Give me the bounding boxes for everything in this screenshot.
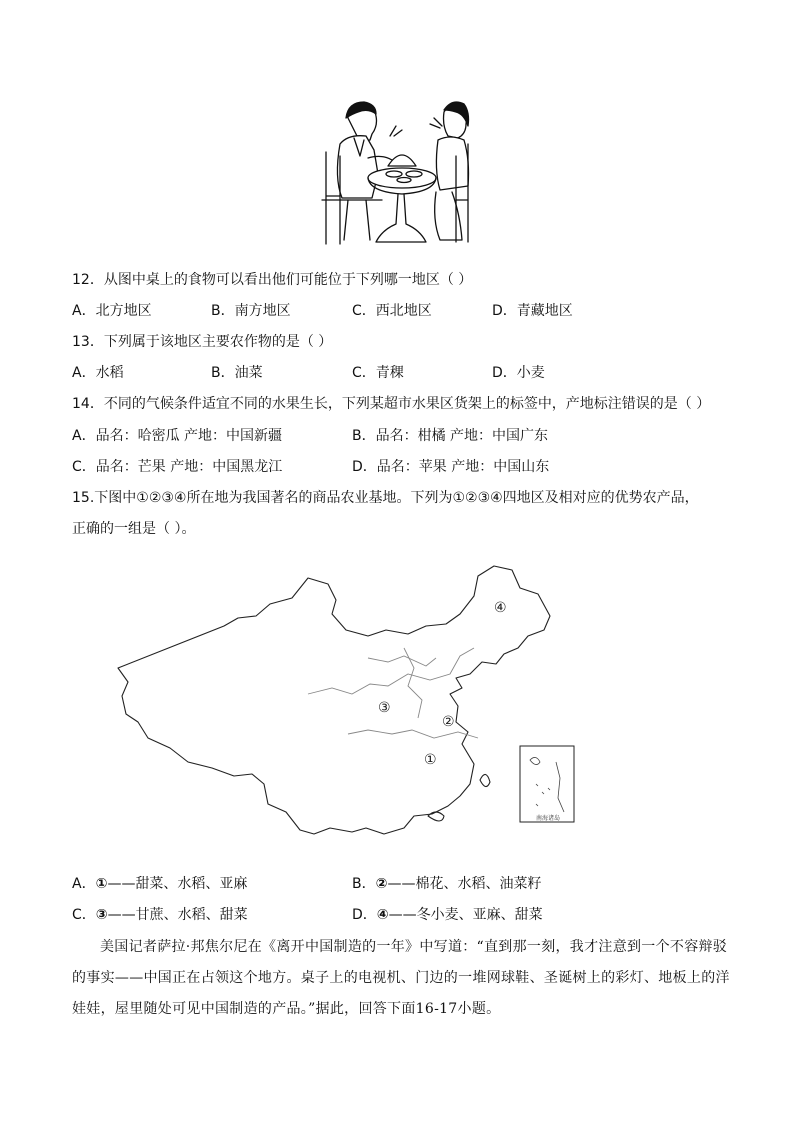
passage-line-3: 娃娃，屋里随处可见中国制造的产品。”据此，回答下面16-17小题。 <box>72 1001 501 1017</box>
q15-option-d-num: ④ <box>376 907 389 923</box>
map-marker-3: ③ <box>378 700 391 716</box>
china-map <box>218 548 578 828</box>
q15-option-b[interactable] <box>352 873 541 893</box>
q15-option-a[interactable] <box>72 873 247 893</box>
q12-option-b[interactable]: B．南方地区 <box>211 303 291 319</box>
q15-option-a-num: ① <box>95 876 108 892</box>
q15-stem-line2: 正确的一组是（ ）。 <box>72 521 196 537</box>
q15-option-c-text: ——甘蔗、水稻、甜菜 <box>107 907 248 923</box>
passage-line-2: 的事实——中国正在占领这个地方。桌子上的电视机、门边的一堆网球鞋、圣诞树上的彩灯、地板上的洋 <box>72 970 730 986</box>
map-marker-2: ② <box>442 714 455 730</box>
q15-option-d-text: ——冬小麦、亚麻、甜菜 <box>388 907 543 923</box>
q12-option-d[interactable]: D．青藏地区 <box>492 303 573 319</box>
map-marker-1: ① <box>424 752 437 768</box>
dining-illustration <box>318 96 478 252</box>
q14-option-b[interactable]: B．品名：柑橘 产地：中国广东 <box>352 428 549 444</box>
passage-line-1: 美国记者萨拉·邦焦尔尼在《离开中国制造的一年》中写道：“直到那一刻，我才注意到一个不容辩驳 <box>100 939 728 955</box>
q15-stem-line1: 15.下图中①②③④所在地为我国著名的商品农业基地。下列为①②③④四地区及相对应的优势农产品， <box>72 490 699 506</box>
q12-stem: 12．从图中桌上的食物可以看出他们可能位于下列哪一地区（ ） <box>72 272 473 288</box>
q15-option-a-text: ——甜菜、水稻、亚麻 <box>107 876 248 892</box>
q15-option-d-letter: D． <box>352 907 377 923</box>
q12-option-c[interactable]: C．西北地区 <box>352 303 432 319</box>
q13-option-c[interactable]: C．青稞 <box>352 365 404 381</box>
q15-option-b-text: ——棉花、水稻、油菜籽 <box>387 876 542 892</box>
q13-stem: 13．下列属于该地区主要农作物的是（ ） <box>72 334 333 350</box>
q12-option-a[interactable]: A．北方地区 <box>72 303 152 319</box>
q14-option-d[interactable]: D．品名：苹果 产地：中国山东 <box>352 459 550 475</box>
q15-option-c-num: ③ <box>95 907 108 923</box>
q15-option-d[interactable] <box>352 904 543 924</box>
q14-option-c[interactable]: C．品名：芒果 产地：中国黑龙江 <box>72 459 283 475</box>
q14-option-a[interactable]: A．品名：哈密瓜 产地：中国新疆 <box>72 428 283 444</box>
q15-option-b-num: ② <box>375 876 388 892</box>
q15-option-a-letter: A． <box>72 876 96 892</box>
q13-option-a[interactable]: A．水稻 <box>72 365 124 381</box>
q13-option-b[interactable]: B．油菜 <box>211 365 263 381</box>
inset-label: 南海诸岛 <box>535 815 561 822</box>
q13-option-d[interactable]: D．小麦 <box>492 365 545 381</box>
map-marker-4: ④ <box>494 600 507 616</box>
q15-option-b-letter: B． <box>352 876 376 892</box>
q15-option-c-letter: C． <box>72 907 96 923</box>
q15-option-c[interactable] <box>72 904 248 924</box>
q14-stem: 14．不同的气候条件适宜不同的水果生长，下列某超市水果区货架上的标签中，产地标注错误的是（ ） <box>72 396 711 412</box>
